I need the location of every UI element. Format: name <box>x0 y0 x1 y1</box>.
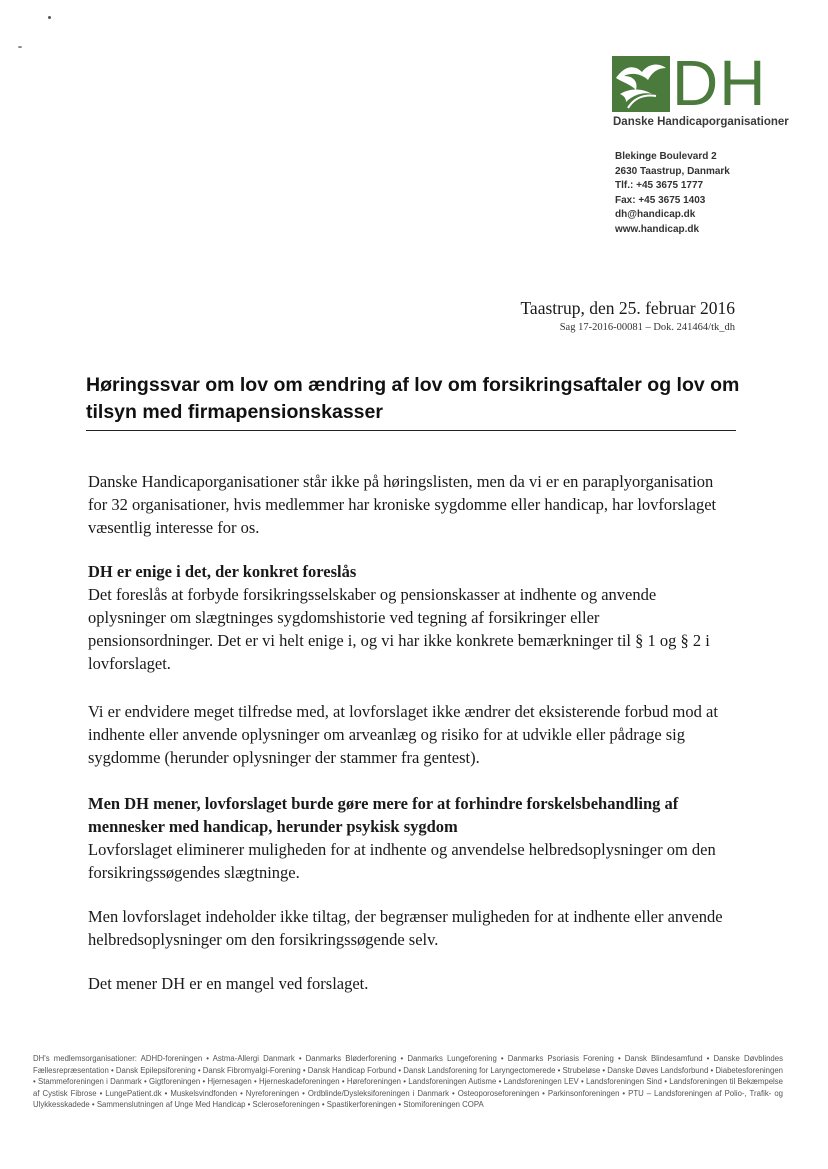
scan-speck <box>18 46 22 48</box>
dh-bird-logo-icon <box>612 56 670 112</box>
organisation-name: Danske Handicaporganisationer <box>613 116 789 128</box>
address-fax: Fax: +45 3675 1403 <box>615 194 706 206</box>
address-email: dh@handicap.dk <box>615 209 696 220</box>
section-critique <box>88 792 728 884</box>
address-city: 2630 Taastrup, Danmark <box>615 165 730 177</box>
dh-logo-letters: DH <box>672 47 767 119</box>
section-critique-extra <box>88 905 728 951</box>
section-critique-paragraph-1: Lovforslaget eliminerer muligheden for at indhente og anvendelse helbredsoplysninger om den forsikringssøgendes slægtninge. <box>88 840 716 882</box>
date-line: Taastrup, den 25. februar 2016 <box>520 298 735 318</box>
section-critique-heading: Men DH mener, lovforslaget burde gøre mere for at forhindre forskelsbehandling af mennesker med handicap, herunder psykisk sygdom <box>88 794 679 836</box>
scan-speck <box>48 16 51 19</box>
section-conclusion <box>88 972 728 995</box>
document-title: Høringssvar om lov om ændring af lov om forsikringsaftaler og lov om tilsyn med firmapensionskasser <box>86 374 740 423</box>
section-critique-paragraph-3: Det mener DH er en mangel ved forslaget. <box>88 974 369 993</box>
intro-text: Danske Handicaporganisationer står ikke på høringslisten, men da vi er en paraplyorganisation for 32 organisationer, hvis medlemmer har kroniske sygdomme eller handicap, har lovforslaget væsentlig interesse for os. <box>88 472 717 537</box>
section-agree-paragraph-2: Vi er endvidere meget tilfredse med, at lovforslaget ikke ændrer det eksisterende forbud mod at indhente eller anvende oplysninger om arveanlæg og risiko for at udvikle eller pådrage sig sygdomme (herunder oplysninger der stammer fra gentest). <box>88 702 718 767</box>
member-organisations-footer: DH's medlemsorganisationer: ADHD-foreningen • Astma-Allergi Danmark • Danmarks Bløderforening • Danmarks Lungeforening • Danmarks Psoriasis Forening • Dansk Blindesamfund • Danske Døvblindes Fællesrepræsentation • Dansk Epilepsiforening • Dansk Fibromyalgi-Forening • Dansk Handicap Forbund • Dansk Landsforening for Laryngectomerede • Strubeløse • Danske Døves Landsforbund • Diabetesforeningen • Stammeforeningen i Danmark • Gigtforeningen • Hjernesagen • Hjerneskadeforeningen • Høreforeningen • Landsforeningen Autisme • Landsforeningen LEV • Landsforeningen Sind • Landsforeningen til Bekæmpelse af Cystisk Fibrose • LungePatient.dk • Muskelsvindfonden • Nyreforeningen • Ordblinde/Dysleksiforeningen i Danmark • Osteoporoseforeningen • Parkinsonforeningen • PTU – Landsforeningen af Polio-, Trafik- og Ulykkesskadede • Sammenslutningen af Unge Med Handicap • Scleroseforeningen • Spastikerforeningen • Stomiforeningen COPA <box>33 1054 783 1109</box>
address-street: Blekinge Boulevard 2 <box>615 151 717 162</box>
dh-logo <box>612 47 789 136</box>
address-web: www.handicap.dk <box>615 223 700 235</box>
section-agree-paragraph-1: Det foreslås at forbyde forsikringsselskaber og pensionskasser at indhente og anvende oplysninger om slægtninges sygdomshistorie ved tegning af forsikringer eller pensionsordninger. Det er vi helt enige i, og vi har ikke konkrete bemærkninger til § 1 og § 2 i lovforslaget. <box>88 585 710 673</box>
intro-paragraph <box>88 470 728 539</box>
case-reference: Sag 17-2016-00081 – Dok. 241464/tk_dh <box>559 322 735 333</box>
section-agree-heading: DH er enige i det, der konkret foreslås <box>88 562 357 581</box>
section-agree <box>88 560 728 675</box>
title-divider <box>86 430 736 431</box>
address-phone: Tlf.: +45 3675 1777 <box>615 180 704 191</box>
section-agree-extra <box>88 700 728 769</box>
section-critique-paragraph-2: Men lovforslaget indeholder ikke tiltag, der begrænser muligheden for at indhente eller anvende helbredsoplysninger om den forsikringssøgende selv. <box>88 907 723 949</box>
sender-address <box>615 150 730 237</box>
